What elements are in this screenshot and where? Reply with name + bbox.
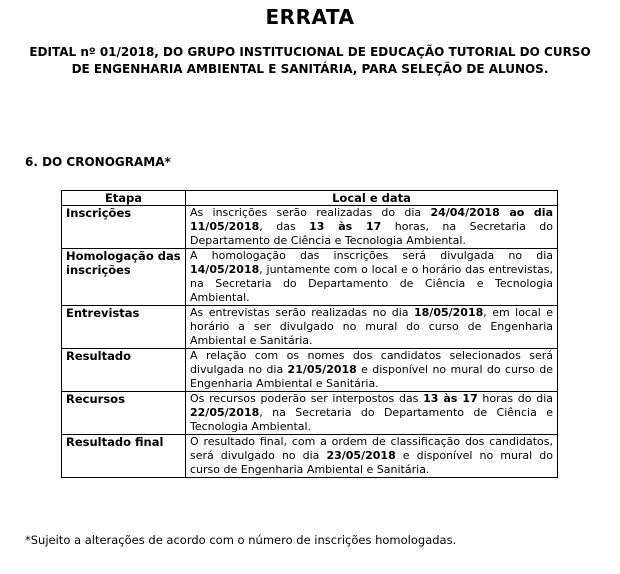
stage-cell: Homologação das inscrições (62, 249, 186, 306)
detail-text: e disponível no mural do curso de Engenharia Ambiental e Sanitária. (190, 449, 553, 476)
detail-cell (186, 249, 558, 306)
stage-cell: Resultado (62, 349, 186, 392)
table-row (62, 392, 558, 435)
header-location-date: Local e data (186, 191, 558, 206)
table-row (62, 249, 558, 306)
emphasized-text: 14/05/2018 (190, 263, 260, 276)
detail-cell (186, 306, 558, 349)
emphasized-text: 21/05/2018 (287, 363, 357, 376)
detail-text: A relação com os nomes dos candidatos selecionados será divulgada no dia (190, 349, 553, 376)
detail-text: horas do dia (477, 392, 553, 405)
detail-text: O resultado final, com a ordem de classificação dos candidatos, será divulgado no dia (190, 435, 553, 462)
detail-text: As inscrições serão realizadas do dia (190, 206, 431, 219)
stage-cell: Resultado final (62, 435, 186, 478)
detail-text: horas, na Secretaria do Departamento de Ciência e Tecnologia Ambiental. (190, 220, 553, 247)
emphasized-text: 23/05/2018 (326, 449, 396, 462)
emphasized-text: 24/04/2018 ao dia 11/05/2018 (190, 206, 553, 233)
detail-cell (186, 435, 558, 478)
table-row (62, 435, 558, 478)
detail-text: A homologação das inscrições será divulgada no dia (190, 249, 553, 262)
footnote: *Sujeito a alterações de acordo com o número de inscrições homologadas. (25, 533, 457, 547)
stage-cell: Inscrições (62, 206, 186, 249)
detail-cell (186, 206, 558, 249)
table-row (62, 349, 558, 392)
header-stage: Etapa (62, 191, 186, 206)
stage-cell: Entrevistas (62, 306, 186, 349)
notice-subtitle: EDITAL nº 01/2018, DO GRUPO INSTITUCIONAL DE EDUCAÇÃO TUTORIAL DO CURSO DE ENGENHARIA AMBIENTAL E SANITÁRIA, PARA SELEÇÃO DE ALUNOS. (29, 45, 591, 76)
detail-text: e disponível no mural do curso de Engenharia Ambiental e Sanitária. (190, 363, 554, 390)
schedule-table (61, 190, 558, 478)
section-heading: 6. DO CRONOGRAMA* (25, 155, 171, 169)
detail-text: , das (259, 220, 310, 233)
emphasized-text: 13 às 17 (423, 392, 478, 405)
emphasized-text: 13 às 17 (309, 220, 382, 233)
detail-text: , em local e horário a ser divulgado no mural do curso de Engenharia Ambiental e Sanitária. (190, 306, 553, 347)
table-row (62, 306, 558, 349)
detail-text: , na Secretaria do Departamento de Ciência e Tecnologia Ambiental. (190, 406, 553, 433)
detail-text: Os recursos poderão ser interpostos das (190, 392, 424, 405)
emphasized-text: 18/05/2018 (414, 306, 484, 319)
detail-text: , juntamente com o local e o horário das entrevistas, na Secretaria do Departamento de Ciência e Tecnologia Ambiental. (190, 263, 553, 304)
table-header-row (62, 191, 558, 206)
detail-cell (186, 349, 558, 392)
emphasized-text: 22/05/2018 (190, 406, 260, 419)
errata-title: ERRATA (265, 5, 355, 29)
table-row (62, 206, 558, 249)
stage-cell: Recursos (62, 392, 186, 435)
detail-cell (186, 392, 558, 435)
detail-text: As entrevistas serão realizadas no dia (190, 306, 414, 319)
